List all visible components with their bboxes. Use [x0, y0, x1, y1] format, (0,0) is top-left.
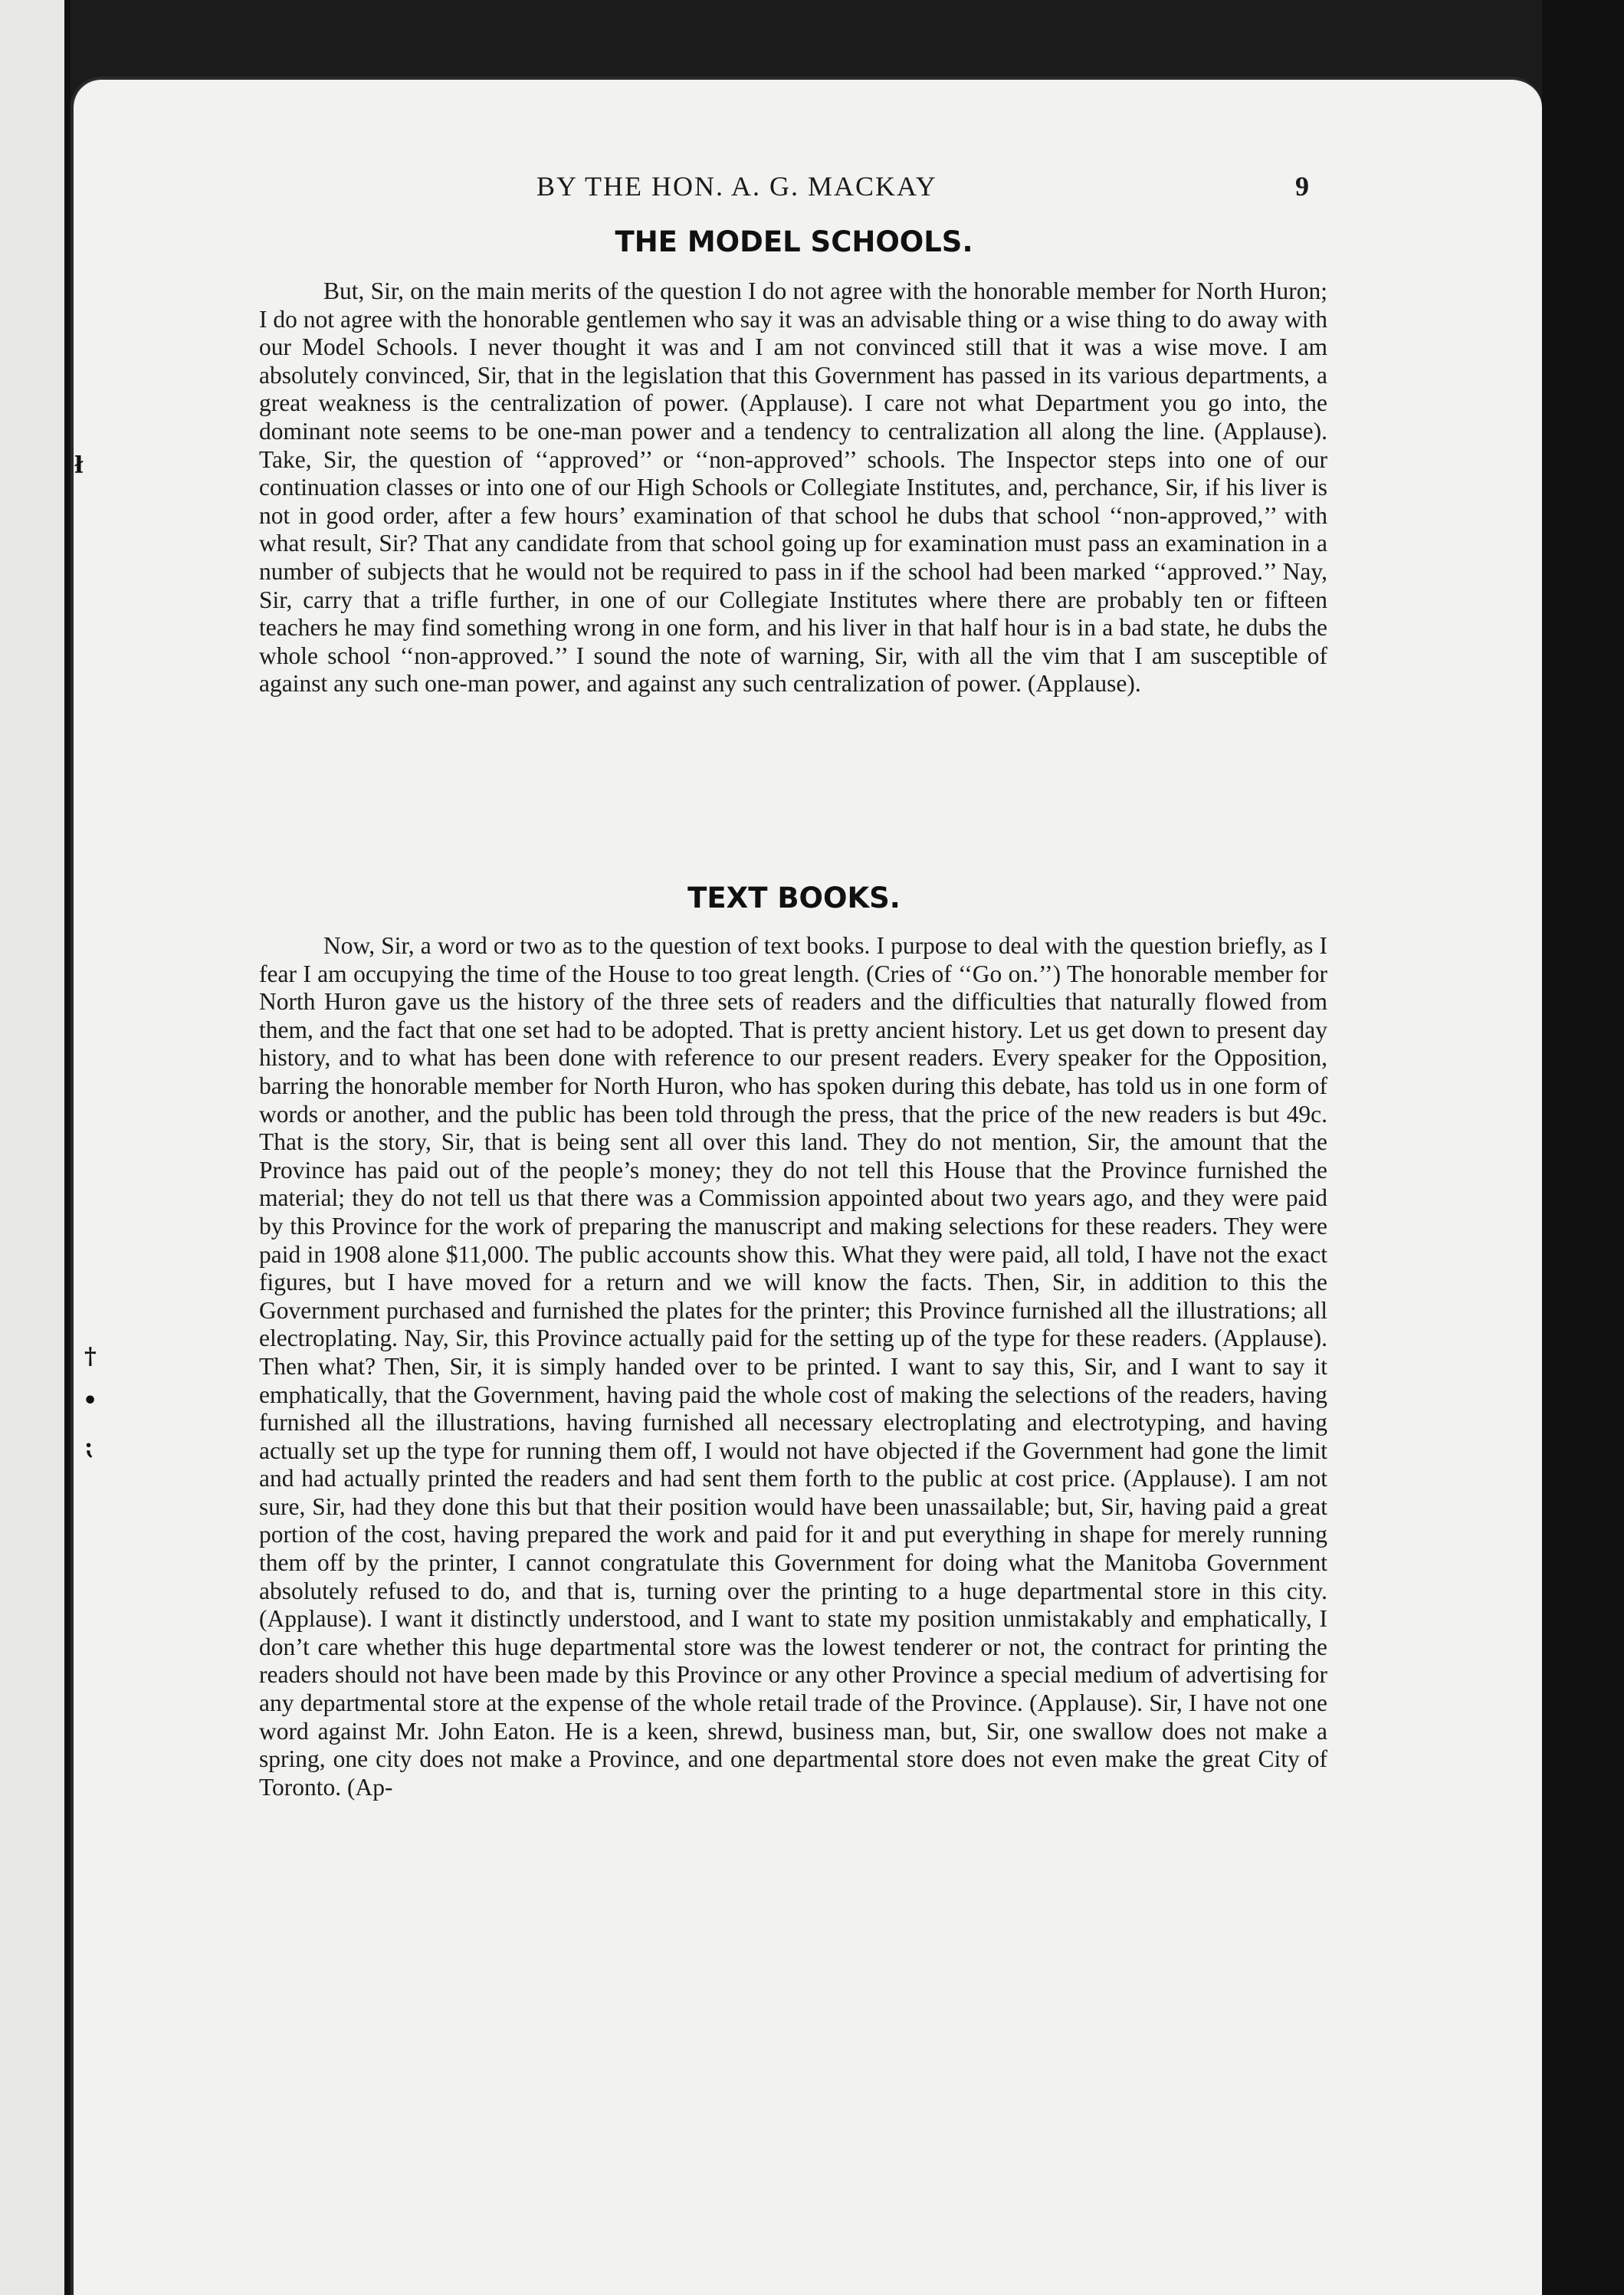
- running-title: BY THE HON. A. G. MACKAY: [536, 171, 937, 202]
- section-heading-text-books: TEXT BOOKS.: [687, 882, 901, 914]
- book-gutter: [64, 0, 71, 2295]
- paragraph-model-schools: But, Sir, on the main merits of the question I do not agree with the honorable member for North Huron; I do not agree with the honorable gentlemen who say it was an advisable thing or a wise thing to do away with our Model Schools. I never thought it was and I am not convinced still that it was a wise move. I am absolutely convinced, Sir, that in the legislation that this Government has passed in its various departments, a great weakness is the centralization of power. (Applause). I care not what Department you go into, the dominant note seems to be one-man power and a tendency to centralization all along the line. (Applause). Take, Sir, the question of ‘‘approved’’ or ‘‘non-approved’’ schools. The Inspector steps into one of our continuation classes or into one of our High Schools or Collegiate Institutes, and, perchance, Sir, if his liver is not in good order, after a few hours’ examination of that school he dubs that school ‘‘non-approved,’’ with what result, Sir? That any candidate from that school going up for examination must pass an examination in a number of subjects that he would not be required to pass in if the school had been marked ‘‘approved.’’ Nay, Sir, carry that a trifle further, in one of our Collegiate Institutes where there are probably ten or fifteen teachers he may find something wrong in one form, and his liver in that half hour is in a bad state, he dubs the whole school ‘‘non-approved.’’ I sound the note of warning, Sir, with all the vim that I am susceptible of against any such one-man power, and against any such centralization of power. (Applause).: [259, 277, 1327, 698]
- facing-page-edge: [0, 0, 69, 2295]
- paragraph-text-books: Now, Sir, a word or two as to the question of text books. I purpose to deal with the question briefly, as I fear I am occupying the time of the House to too great length. (Cries of ‘‘Go on.’’) The honorable member for North Huron gave us the history of the three sets of readers and the difficulties that naturally flowed from them, and the fact that one set had to be adopted. That is pretty ancient history. Let us get down to present day history, and to what has been done with reference to our present readers. Every speaker for the Opposition, barring the honorable member for North Huron, who has spoken during this debate, has told us in one form of words or another, and the public has been told through the press, that the price of the new readers is but 49c. That is the story, Sir, that is being sent all over this land. They do not mention, Sir, the amount that the Province has paid out of the people’s money; they do not tell this House that the Province furnished the material; they do not tell us that there was a Commission appointed about two years ago, and they were paid by this Province for the work of preparing the manuscript and making selections for these readers. They were paid in 1908 alone $11,000. The public accounts show this. What they were paid, all told, I have not the exact figures, but I have moved for a return and we will know the facts. Then, Sir, in addition to this the Government purchased and furnished the plates for the printer; this Province furnished all the illustrations; all electroplating. Nay, Sir, this Province actually paid for the setting up of the type for these readers. (Applause). Then what? Then, Sir, it is simply handed over to be printed. I want to say this, Sir, and I want to say it emphatically, that the Government, having paid the whole cost of making the selections of the readers, having furnished all the illustrations, having furnished all necessary electroplating and electrotyping, and having actually set up the type for running them off, I would not have objected if the Government had gone the limit and had actually printed the readers and had sent them forth to the public at cost price. (Applause). I am not sure, Sir, had they done this but that their position would have been unassailable; but, Sir, having paid a great portion of the cost, having prepared the work and paid for it and put everything in shape for merely running them off by the printer, I cannot congratulate this Government for doing what the Manitoba Government absolutely refused to do, and that is, turning over the printing to a huge departmental store in this city. (Applause). I want it distinctly understood, and I want to state my position unmistakably and emphatically, I don’t care whether this huge departmental store was the lowest tenderer or not, the contract for printing the readers should not have been made by this Province or any other Province a special medium of advertising for any departmental store at the expense of the whole retail trade of the Province. (Applause). Sir, I have not one word against Mr. John Eaton. He is a keen, shrewd, business man, but, Sir, one swallow does not make a spring, one city does not make a Province, and one departmental store does not even make the great City of Toronto. (Ap-: [259, 932, 1327, 1801]
- margin-mark: ⁏: [86, 1433, 95, 1460]
- scan-background: [1542, 0, 1624, 2295]
- margin-mark: ł: [74, 452, 84, 479]
- margin-mark: †: [84, 1343, 97, 1370]
- margin-mark: •: [83, 1387, 98, 1414]
- section-heading-model-schools: THE MODEL SCHOOLS.: [615, 225, 973, 258]
- page-number: 9: [1295, 171, 1309, 202]
